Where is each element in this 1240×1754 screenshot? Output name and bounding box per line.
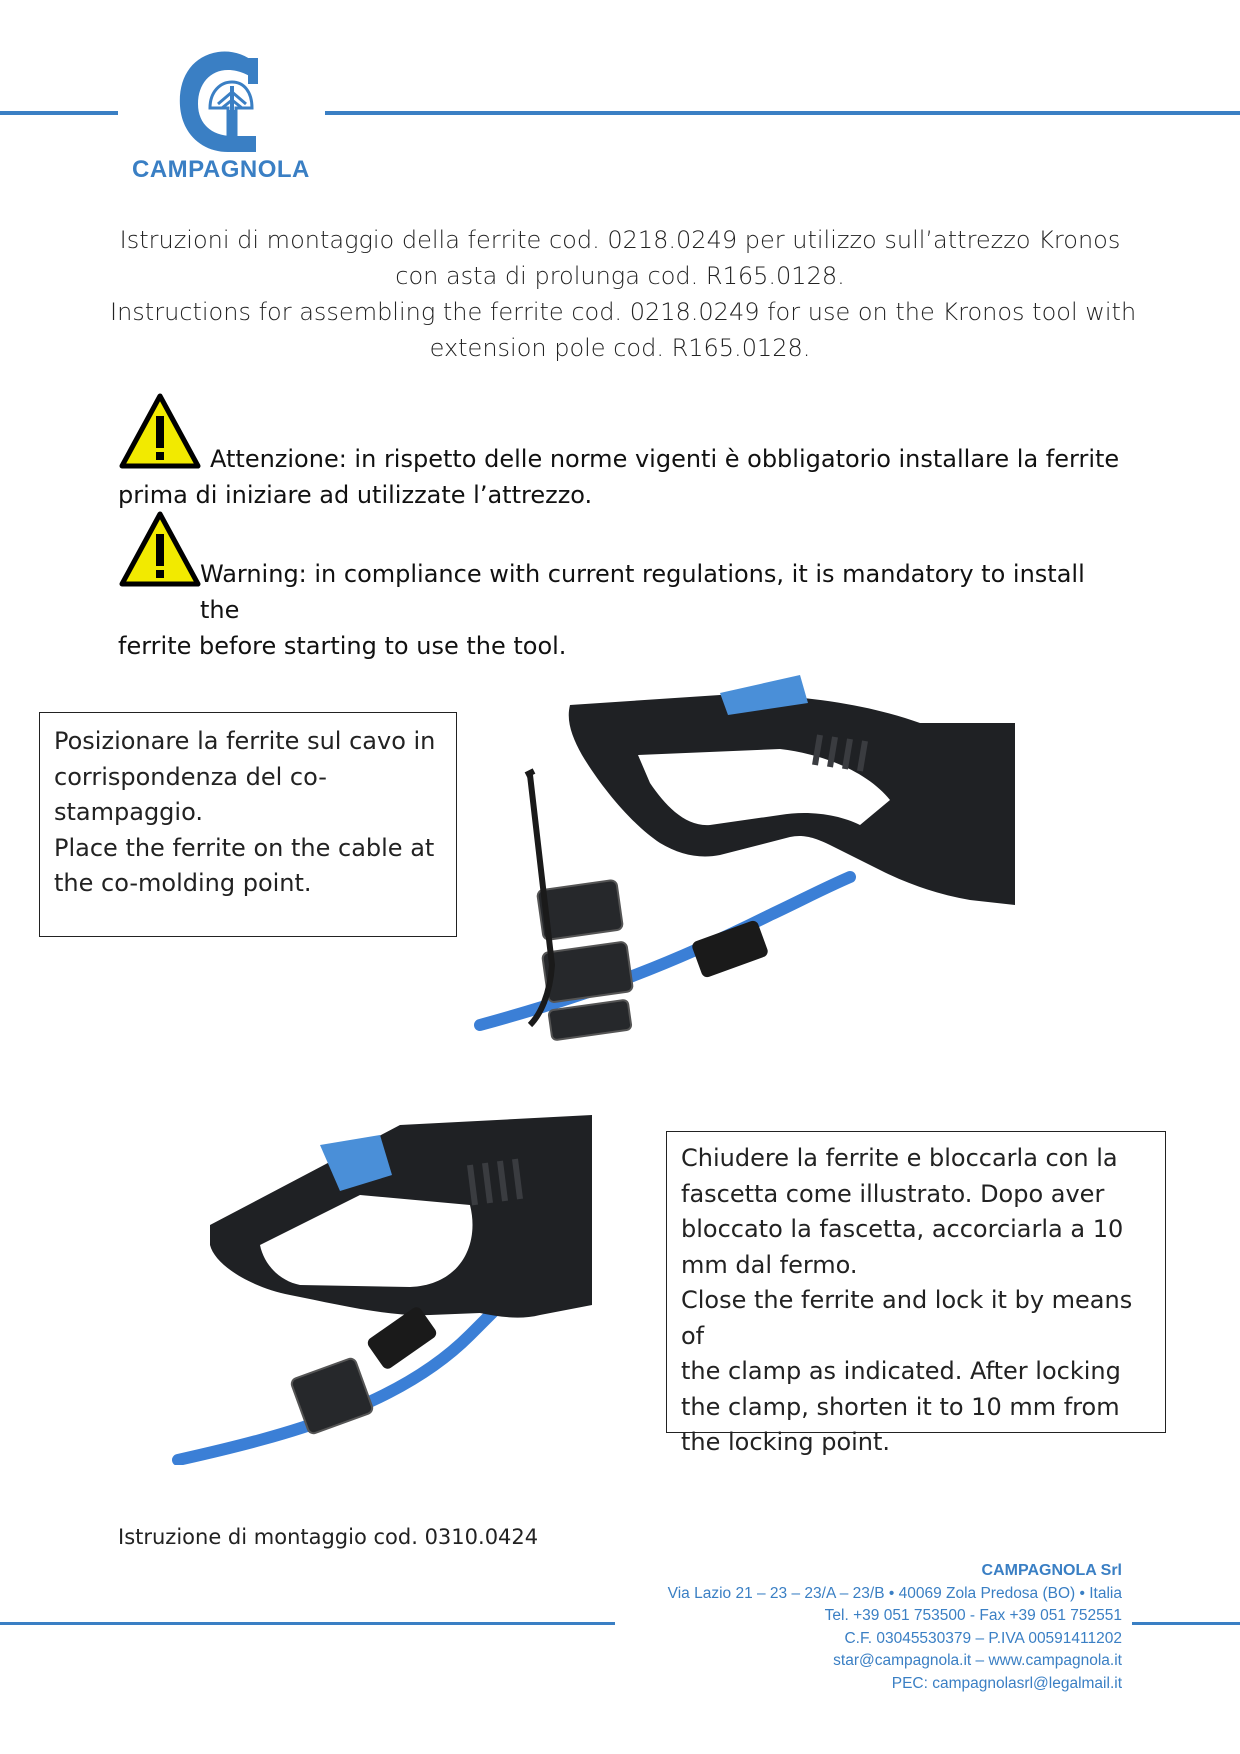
document-code: Istruzione di montaggio cod. 0310.0424 <box>118 1525 539 1549</box>
step2-instructions-box <box>666 1131 1166 1456</box>
header-rule-right <box>325 111 1240 115</box>
step1-ferrite-illustration <box>470 665 1030 1065</box>
company-address: Via Lazio 21 – 23 – 23/A – 23/B • 40069 Zola Predosa (BO) • Italia <box>667 1584 1122 1602</box>
step2-line: Close the ferrite and lock it by means of <box>681 1286 1133 1350</box>
step2-line: Chiudere la ferrite e bloccarla con la <box>681 1144 1118 1172</box>
step1-line: Place the ferrite on the cable at <box>54 833 435 862</box>
warning-it <box>118 441 1128 513</box>
company-phone: Tel. +39 051 753500 - Fax +39 051 752551 <box>824 1607 1122 1624</box>
step2-line: the clamp as indicated. After locking <box>681 1357 1121 1385</box>
step2-ferrite-illustration <box>170 1105 610 1465</box>
footer-rule-right <box>1132 1622 1240 1625</box>
warning-it-line1: Attenzione: in rispetto delle norme vigenti è obbligatorio installare la ferrite <box>210 445 1120 473</box>
step1-instructions-box <box>39 712 457 937</box>
company-info <box>668 1560 1122 1695</box>
title-it-line1: Istruzioni di montaggio della ferrite cod. 0218.0249 per utilizzo sull’attrezzo Kronos <box>119 226 1121 254</box>
step1-line: the co-molding point. <box>54 869 312 897</box>
campagnola-logo <box>128 48 324 188</box>
step1-line: Posizionare la ferrite sul cavo in <box>54 727 436 755</box>
brand-name: CAMPAGNOLA <box>132 156 310 183</box>
step2-line: bloccato la fascetta, accorciarla a 10 <box>681 1215 1124 1243</box>
title-en-line2: extension pole cod. R165.0128. <box>429 334 811 362</box>
warning-en-line2: ferrite before starting to use the tool. <box>118 632 567 660</box>
document-title <box>110 222 1137 366</box>
campagnola-logo-icon <box>128 48 324 158</box>
warning-en <box>118 556 1128 664</box>
title-it-line2: con asta di prolunga cod. R165.0128. <box>395 262 845 290</box>
footer-rule-left <box>0 1622 615 1625</box>
step2-line: the clamp, shorten it to 10 mm from <box>681 1392 1120 1421</box>
company-name: CAMPAGNOLA Srl <box>981 1562 1122 1579</box>
step1-line: stampaggio. <box>54 798 203 826</box>
warning-en-line1: Warning: in compliance with current regulations, it is mandatory to install the <box>200 560 1085 624</box>
warning-it-line2: prima di iniziare ad utilizzate l’attrezzo. <box>118 481 593 509</box>
company-tax: C.F. 03045530379 – P.IVA 00591411202 <box>844 1629 1122 1647</box>
step1-line: corrispondenza del co- <box>54 762 327 791</box>
company-web[interactable]: star@campagnola.it – www.campagnola.it <box>833 1652 1122 1669</box>
header-rule-left <box>0 111 118 115</box>
company-pec[interactable]: PEC: campagnolasrl@legalmail.it <box>891 1674 1122 1692</box>
step2-line: mm dal fermo. <box>681 1250 858 1279</box>
title-en-line1: Instructions for assembling the ferrite cod. 0218.0249 for use on the Kronos tool with <box>110 298 1137 326</box>
step2-line: the locking point. <box>681 1428 891 1456</box>
step2-line: fascetta come illustrato. Dopo aver <box>681 1179 1105 1208</box>
